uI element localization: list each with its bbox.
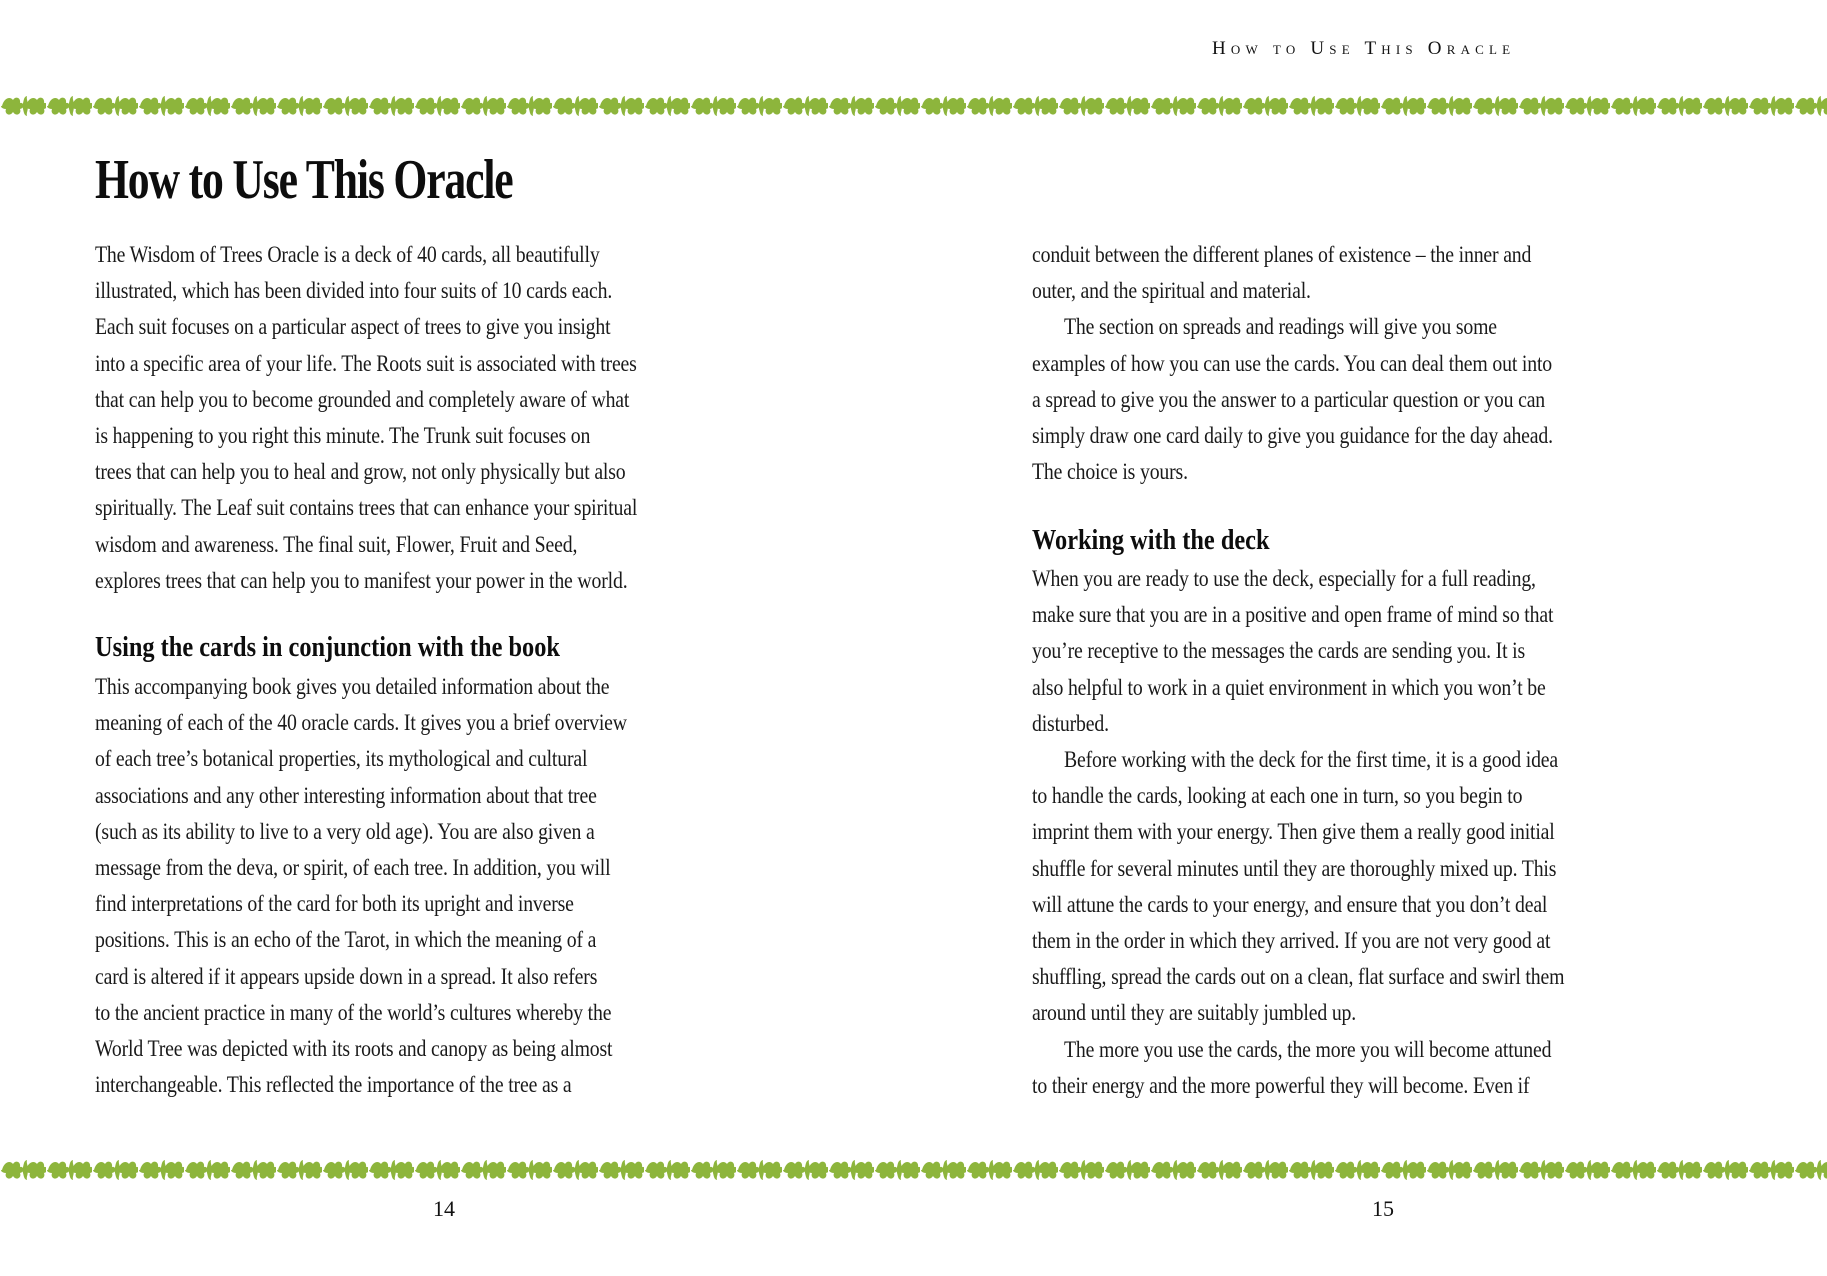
page-number-right: 15: [1372, 1196, 1394, 1221]
text-line: of each tree’s botanical properties, its mythological and cultural: [95, 746, 588, 772]
text-line: a spread to give you the answer to a particular question or you can: [1032, 386, 1546, 412]
text-line: into a specific area of your life. The Roots suit is associated with trees: [95, 350, 637, 376]
text-line: to the ancient practice in many of the world’s cultures whereby the: [95, 999, 612, 1025]
text-line: (such as its ability to live to a very old age). You are also given a: [95, 818, 595, 844]
text-line: spiritually. The Leaf suit contains trees that can enhance your spiritual: [95, 495, 638, 521]
text-line: outer, and the spiritual and material.: [1032, 278, 1311, 304]
text-line: Each suit focuses on a particular aspect of trees to give you insight: [95, 314, 611, 340]
top-leaf-border: [0, 93, 1827, 119]
section-heading-using-cards: Using the cards in conjunction with the book: [95, 631, 560, 663]
text-line: World Tree was depicted with its roots and canopy as being almost: [95, 1036, 613, 1061]
text-line: interchangeable. This reflected the importance of the tree as a: [95, 1072, 572, 1098]
text-line: The choice is yours.: [1032, 459, 1188, 485]
text-line: Before working with the deck for the first time, it is a good idea: [1064, 747, 1559, 772]
text-line: illustrated, which has been divided into four suits of 10 cards each.: [95, 278, 613, 304]
text-line: to their energy and the more powerful they will become. Even if: [1032, 1072, 1530, 1098]
text-line: wisdom and awareness. The final suit, Flower, Fruit and Seed,: [95, 531, 578, 557]
text-line: shuffling, spread the cards out on a clean, flat surface and swirl them: [1032, 964, 1565, 990]
text-line: meaning of each of the 40 oracle cards. It gives you a brief overview: [95, 710, 627, 736]
text-line: explores trees that can help you to manifest your power in the world.: [95, 567, 628, 593]
text-line: trees that can help you to heal and grow, not only physically but also: [95, 459, 626, 485]
section-heading-working-deck: Working with the deck: [1032, 524, 1270, 556]
text-line: conduit between the different planes of existence – the inner and: [1032, 242, 1532, 267]
text-line: make sure that you are in a positive and open frame of mind so that: [1032, 602, 1554, 628]
text-line: will attune the cards to your energy, and ensure that you don’t deal: [1032, 891, 1548, 917]
text-line: associations and any other interesting information about that tree: [95, 782, 597, 808]
text-line: imprint them with your energy. Then give them a really good initial: [1032, 819, 1555, 845]
text-line: find interpretations of the card for both its upright and inverse: [95, 891, 574, 917]
text-line: message from the deva, or spirit, of each tree. In addition, you will: [95, 855, 611, 880]
text-line: The section on spreads and readings will give you some: [1064, 314, 1497, 340]
text-line: The more you use the cards, the more you will become attuned: [1064, 1036, 1552, 1062]
text-line: positions. This is an echo of the Tarot, in which the meaning of a: [95, 927, 597, 953]
text-line: This accompanying book gives you detailed information about the: [95, 674, 610, 699]
text-line: card is altered if it appears upside down in a spread. It also refers: [95, 963, 598, 989]
text-line: them in the order in which they arrived. If you are not very good at: [1032, 928, 1551, 953]
text-line: examples of how you can use the cards. You can deal them out into: [1032, 350, 1553, 376]
page-number-left: 14: [433, 1196, 455, 1221]
bottom-leaf-border: [0, 1157, 1827, 1183]
text-line: also helpful to work in a quiet environment in which you won’t be: [1032, 674, 1546, 700]
text-line: you’re receptive to the messages the cards are sending you. It is: [1032, 638, 1526, 664]
text-line: simply draw one card daily to give you guidance for the day ahead.: [1032, 423, 1553, 448]
text-line: around until they are suitably jumbled up.: [1032, 1000, 1357, 1026]
running-head: How to Use This Oracle: [1212, 38, 1516, 59]
text-line: that can help you to become grounded and completely aware of what: [95, 386, 630, 412]
text-line: The Wisdom of Trees Oracle is a deck of 40 cards, all beautifully: [95, 242, 600, 267]
text-line: When you are ready to use the deck, especially for a full reading,: [1032, 566, 1536, 591]
text-line: disturbed.: [1032, 710, 1109, 736]
text-line: to handle the cards, looking at each one in turn, so you begin to: [1032, 783, 1523, 809]
leaf-vine-icon: [0, 93, 1827, 119]
text-line: is happening to you right this minute. The Trunk suit focuses on: [95, 423, 591, 448]
text-line: shuffle for several minutes until they are thoroughly mixed up. This: [1032, 855, 1557, 881]
leaf-vine-icon: [0, 1157, 1827, 1183]
page-title: How to Use This Oracle: [95, 149, 513, 211]
